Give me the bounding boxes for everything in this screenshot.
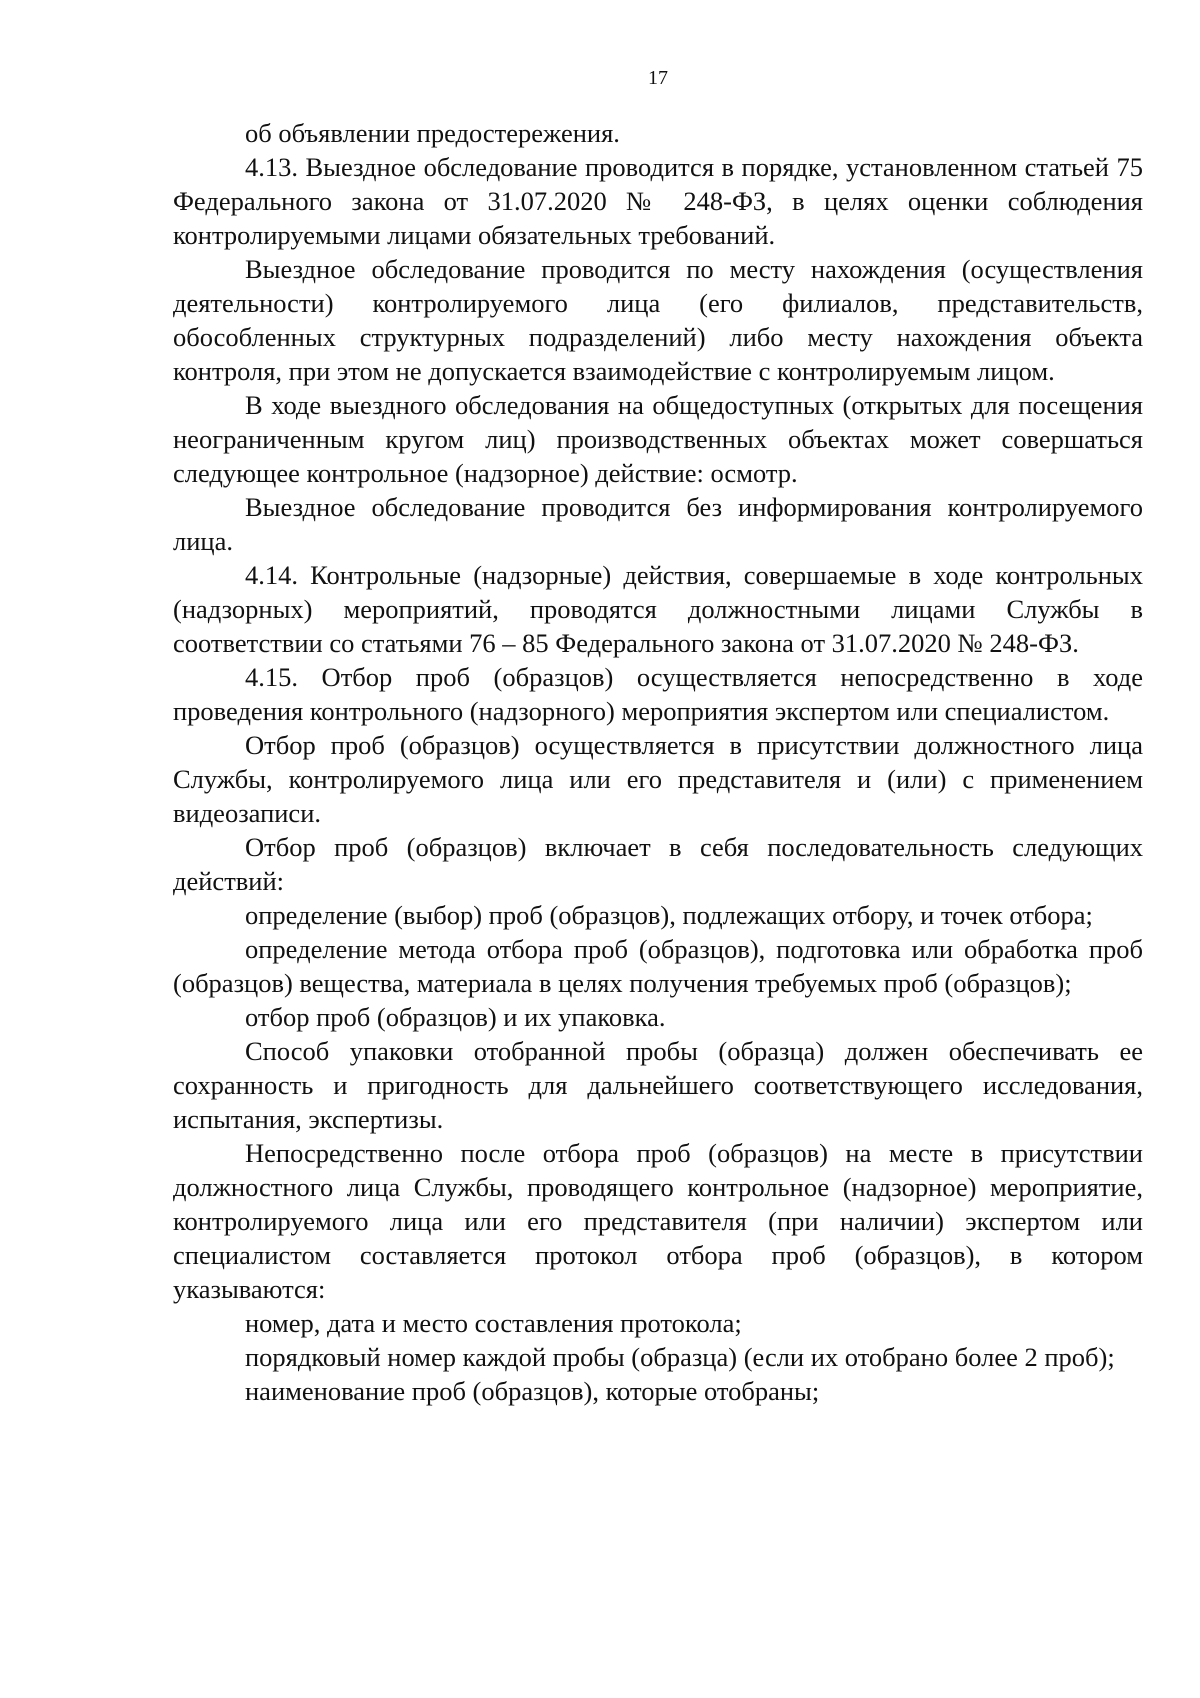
list-item: отбор проб (образцов) и их упаковка. xyxy=(245,1002,666,1032)
paragraph: 4.14. Контрольные (надзорные) действия, совершаемые в ходе контрольных (надзорных) мероприятий, проводятся должностными лицами Службы в соответствии со статьями 76 – 85 Федерального закона от 31.07.2020 № 248-ФЗ. xyxy=(173,560,1143,658)
paragraph: об объявлении предостережения. xyxy=(245,118,620,148)
paragraph: 4.13. Выездное обследование проводится в порядке, установленном статьей 75 Федерального закона от 31.07.2020 № 248-ФЗ, в целях оценки соблюдения контролируемыми лицами обязательных требований. xyxy=(173,152,1143,250)
paragraph: Отбор проб (образцов) включает в себя последовательность следующих действий: xyxy=(173,832,1143,896)
paragraph: Выездное обследование проводится без информирования контролируемого лица. xyxy=(173,492,1143,556)
list-item: порядковый номер каждой пробы (образца) (если их отобрано более 2 проб); xyxy=(245,1342,1115,1372)
paragraph: Выездное обследование проводится по месту нахождения (осуществления деятельности) контролируемого лица (его филиалов, представительств, обособленных структурных подразделений) либо месту нахождения объекта контроля, при этом не допускается взаимодействие с контролируемым лицом. xyxy=(173,254,1143,386)
paragraph: Способ упаковки отобранной пробы (образца) должен обеспечивать ее сохранность и пригодность для дальнейшего соответствующего исследования, испытания, экспертизы. xyxy=(173,1036,1143,1134)
document-body xyxy=(173,116,1143,1408)
paragraph: В ходе выездного обследования на общедоступных (открытых для посещения неограниченным кругом лиц) производственных объектах может совершаться следующее контрольное (надзорное) действие: осмотр. xyxy=(173,390,1143,488)
list-item: наименование проб (образцов), которые отобраны; xyxy=(245,1376,820,1406)
list-item: номер, дата и место составления протокола; xyxy=(245,1308,742,1338)
paragraph: Непосредственно после отбора проб (образцов) на месте в присутствии должностного лица Службы, проводящего контрольное (надзорное) мероприятие, контролируемого лица или его представителя (при наличии) экспертом или специалистом составляется протокол отбора проб (образцов), в котором указываются: xyxy=(173,1138,1143,1304)
list-item: определение метода отбора проб (образцов), подготовка или обработка проб (образцов) вещества, материала в целях получения требуемых проб (образцов); xyxy=(173,934,1143,998)
list-item: определение (выбор) проб (образцов), подлежащих отбору, и точек отбора; xyxy=(245,900,1093,930)
paragraph: Отбор проб (образцов) осуществляется в присутствии должностного лица Службы, контролируемого лица или его представителя и (или) с применением видеозаписи. xyxy=(173,730,1143,828)
paragraph: 4.15. Отбор проб (образцов) осуществляется непосредственно в ходе проведения контрольного (надзорного) мероприятия экспертом или специалистом. xyxy=(173,662,1143,726)
page-number: 17 xyxy=(648,67,668,89)
